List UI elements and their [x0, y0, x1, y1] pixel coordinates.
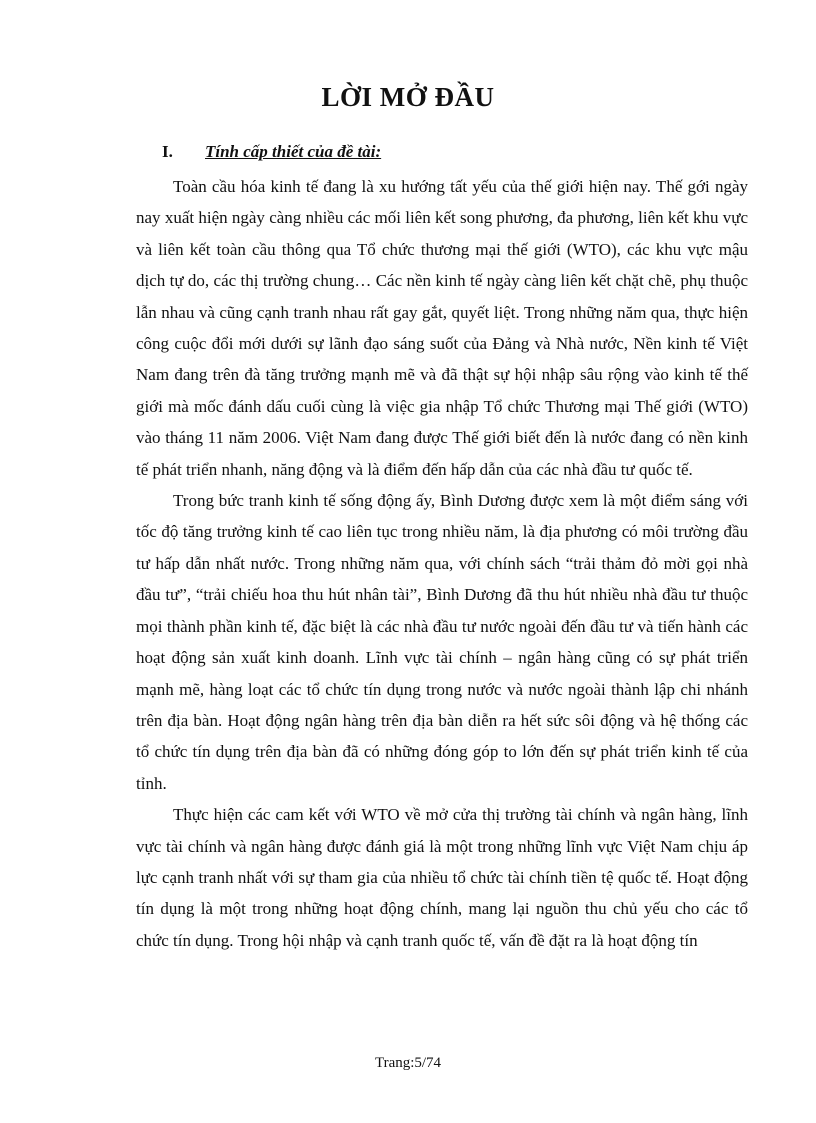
paragraph-1: Toàn cầu hóa kinh tế đang là xu hướng tất yếu của thế giới hiện nay. Thế gới ngày nay xuất hiện ngày càng nhiều các mối liên kết song phương, đa phương, liên kết khu vực và liên kết toàn cầu thông qua Tổ chức thương mại thế giới (WTO), các khu vực mậu dịch tự do, các thị trường chung… Các nền kinh tế ngày càng liên kết chặt chẽ, phụ thuộc lẫn nhau và cũng cạnh tranh nhau rất gay gắt, quyết liệt. Trong những năm qua, thực hiện công cuộc đổi mới dưới sự lãnh đạo sáng suốt của Đảng và Nhà nước, Nền kinh tế Việt Nam đang trên đà tăng trưởng mạnh mẽ và đã thật sự hội nhập sâu rộng vào kinh tế thế giới mà mốc đánh dấu cuối cùng là việc gia nhập Tổ chức Thương mại Thế giới (WTO) vào tháng 11 năm 2006. Việt Nam đang được Thế giới biết đến là nước đang có nền kinh tế phát triển nhanh, năng động và là điểm đến hấp dẫn của các nhà đầu tư quốc tế.	[136, 177, 748, 479]
page-number: Trang:5/74	[374, 1055, 442, 1071]
paragraph-3: Thực hiện các cam kết với WTO về mở cửa thị trường tài chính và ngân hàng, lĩnh vực tài chính và ngân hàng được đánh giá là một trong những lĩnh vực Việt Nam chịu áp lực cạnh tranh nhất với sự tham gia của nhiều tổ chức tài chính tiền tệ quốc tế. Hoạt động tín dụng là một trong những hoạt động chính, mang lại nguồn thu chủ yếu cho các tổ chức tín dụng. Trong hội nhập và cạnh tranh quốc tế, vấn đề đặt ra là hoạt động tín	[136, 805, 748, 950]
page-title: LỜI MỞ ĐẦU	[321, 82, 495, 112]
paragraph-2: Trong bức tranh kinh tế sống động ấy, Bình Dương được xem là một điểm sáng với tốc độ tăng trưởng kinh tế cao liên tục trong nhiều năm, là địa phương có môi trường đầu tư hấp dẫn nhất nước. Trong những năm qua, với chính sách “trải thảm đỏ mời gọi nhà đầu tư”, “trải chiếu hoa thu hút nhân tài”, Bình Dương đã thu hút nhiều nhà đầu tư thuộc mọi thành phần kinh tế, đặc biệt là các nhà đầu tư nước ngoài đến đầu tư và tiến hành các hoạt động sản xuất kinh doanh. Lĩnh vực tài chính – ngân hàng cũng có sự phát triển mạnh mẽ, hàng loạt các tổ chức tín dụng trong nước và nước ngoài thành lập chi nhánh trên địa bàn. Hoạt động ngân hàng trên địa bàn diễn ra hết sức sôi động và hệ thống các tổ chức tín dụng trên địa bàn đã có những đóng góp to lớn đến sự phát triển kinh tế của tỉnh.	[136, 491, 748, 793]
section-title: Tính cấp thiết của đề tài:	[205, 142, 382, 161]
body-text	[136, 171, 748, 956]
section-number: I.	[162, 142, 173, 161]
